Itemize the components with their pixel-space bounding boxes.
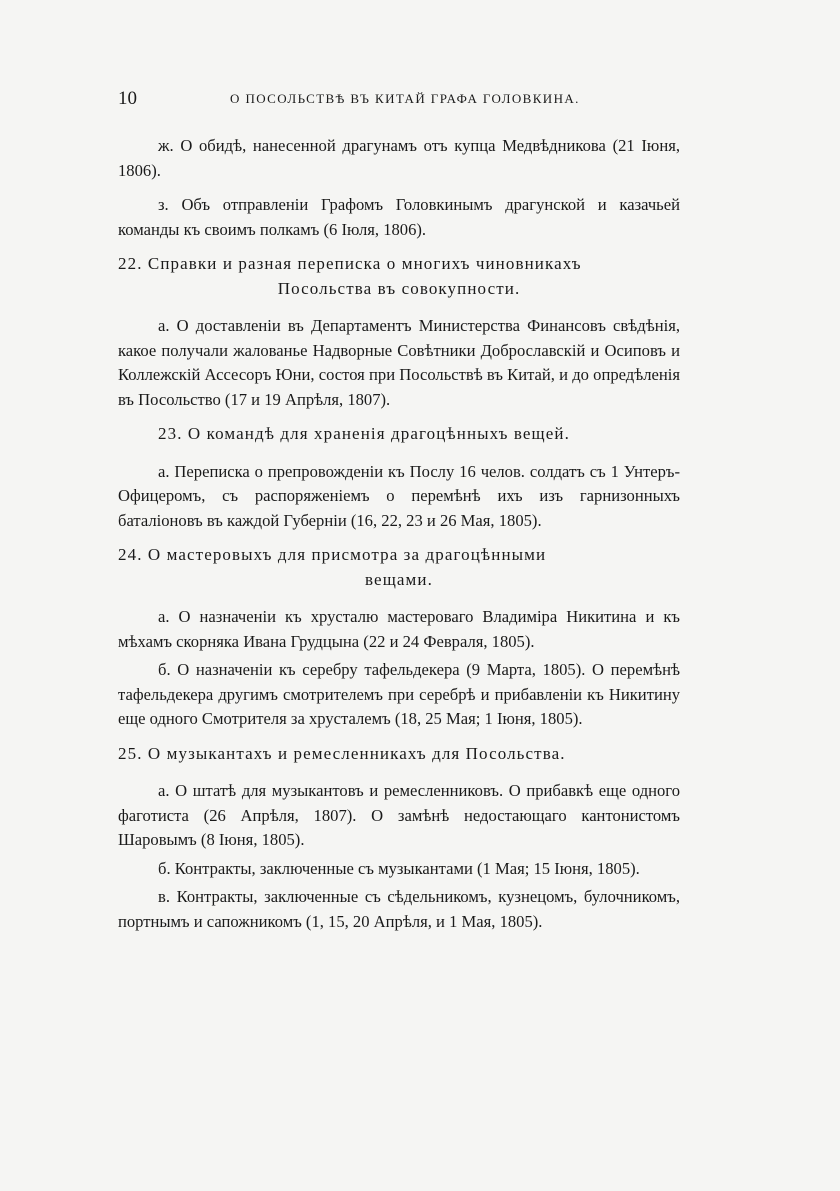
section-22-heading: [118, 252, 680, 301]
section-22-heading-line1: 22. Справки и разная переписка о многихъ чиновникахъ: [118, 254, 582, 273]
paragraph-25a: а. О штатѣ для музыкантовъ и ремесленниковъ. О прибавкѣ еще одного фаготиста (26 Апрѣля, 1807). О замѣнѣ недостающаго кантонистомъ Шаровымъ (8 Іюня, 1805).: [118, 781, 680, 849]
section-22-heading-line2: Посольства въ совокупности.: [277, 278, 521, 298]
section-24-heading-line2: вещами.: [365, 569, 433, 589]
section-23-heading: 23. О командѣ для храненія драгоцѣнныхъ вещей.: [158, 424, 570, 443]
document-page: [118, 88, 680, 938]
paragraph-24a: а. О назначеніи къ хрусталю мастероваго Владиміра Никитина и къ мѣхамъ скорняка Ивана Грудцына (22 и 24 Февраля, 1805).: [118, 607, 680, 651]
page-header: [118, 88, 680, 114]
paragraph-22a: а. О доставленіи въ Департаментъ Министерства Финансовъ свѣдѣнія, какое получали жалованье Надворные Совѣтники Доброславскій и Осиповъ и Коллежскій Ассесоръ Юни, состоя при Посольствѣ въ Китай, и до опредѣленія въ Посольство (17 и 19 Апрѣля, 1807).: [118, 316, 680, 409]
section-24-heading-line1: 24. О мастеровыхъ для присмотра за драгоцѣнными: [118, 545, 547, 564]
paragraph-25b: б. Контракты, заключенные съ музыкантами (1 Мая; 15 Іюня, 1805).: [158, 858, 640, 878]
paragraph-25v: в. Контракты, заключенные съ сѣдельникомъ, кузнецомъ, булочникомъ, портнымъ и сапожникомъ (1, 15, 20 Апрѣля, и 1 Мая, 1805).: [118, 887, 680, 931]
paragraph-z: з. Объ отправленіи Графомъ Головкинымъ драгунской и казачьей команды къ своимъ полкамъ (6 Іюля, 1806).: [118, 195, 680, 239]
page-number: 10: [118, 88, 137, 109]
paragraph-23a: а. Переписка о препровожденіи къ Послу 16 челов. солдатъ съ 1 Унтеръ-Офицеромъ, съ распоряженіемъ о перемѣнѣ ихъ изъ гарнизонныхъ баталіоновъ въ каждой Губерніи (16, 22, 23 и 26 Мая, 1805).: [118, 461, 680, 530]
paragraph-24b: б. О назначеніи къ серебру тафельдекера (9 Марта, 1805). О перемѣнѣ тафельдекера другимъ смотрителемъ при серебрѣ и прибавленіи къ Никитину еще одного Смотрителя за хрусталемъ (18, 25 Мая; 1 Іюня, 1805).: [118, 660, 680, 728]
section-24-heading: [118, 543, 680, 592]
paragraph-zh: ж. О обидѣ, нанесенной драгунамъ отъ купца Медвѣдникова (21 Іюня, 1806).: [118, 136, 680, 180]
section-25-heading: 25. О музыкантахъ и ремесленникахъ для Посольства.: [118, 743, 566, 763]
running-head: О ПОСОЛЬСТВѢ ВЪ КИТАЙ ГРАФА ГОЛОВКИНА.: [230, 91, 580, 106]
